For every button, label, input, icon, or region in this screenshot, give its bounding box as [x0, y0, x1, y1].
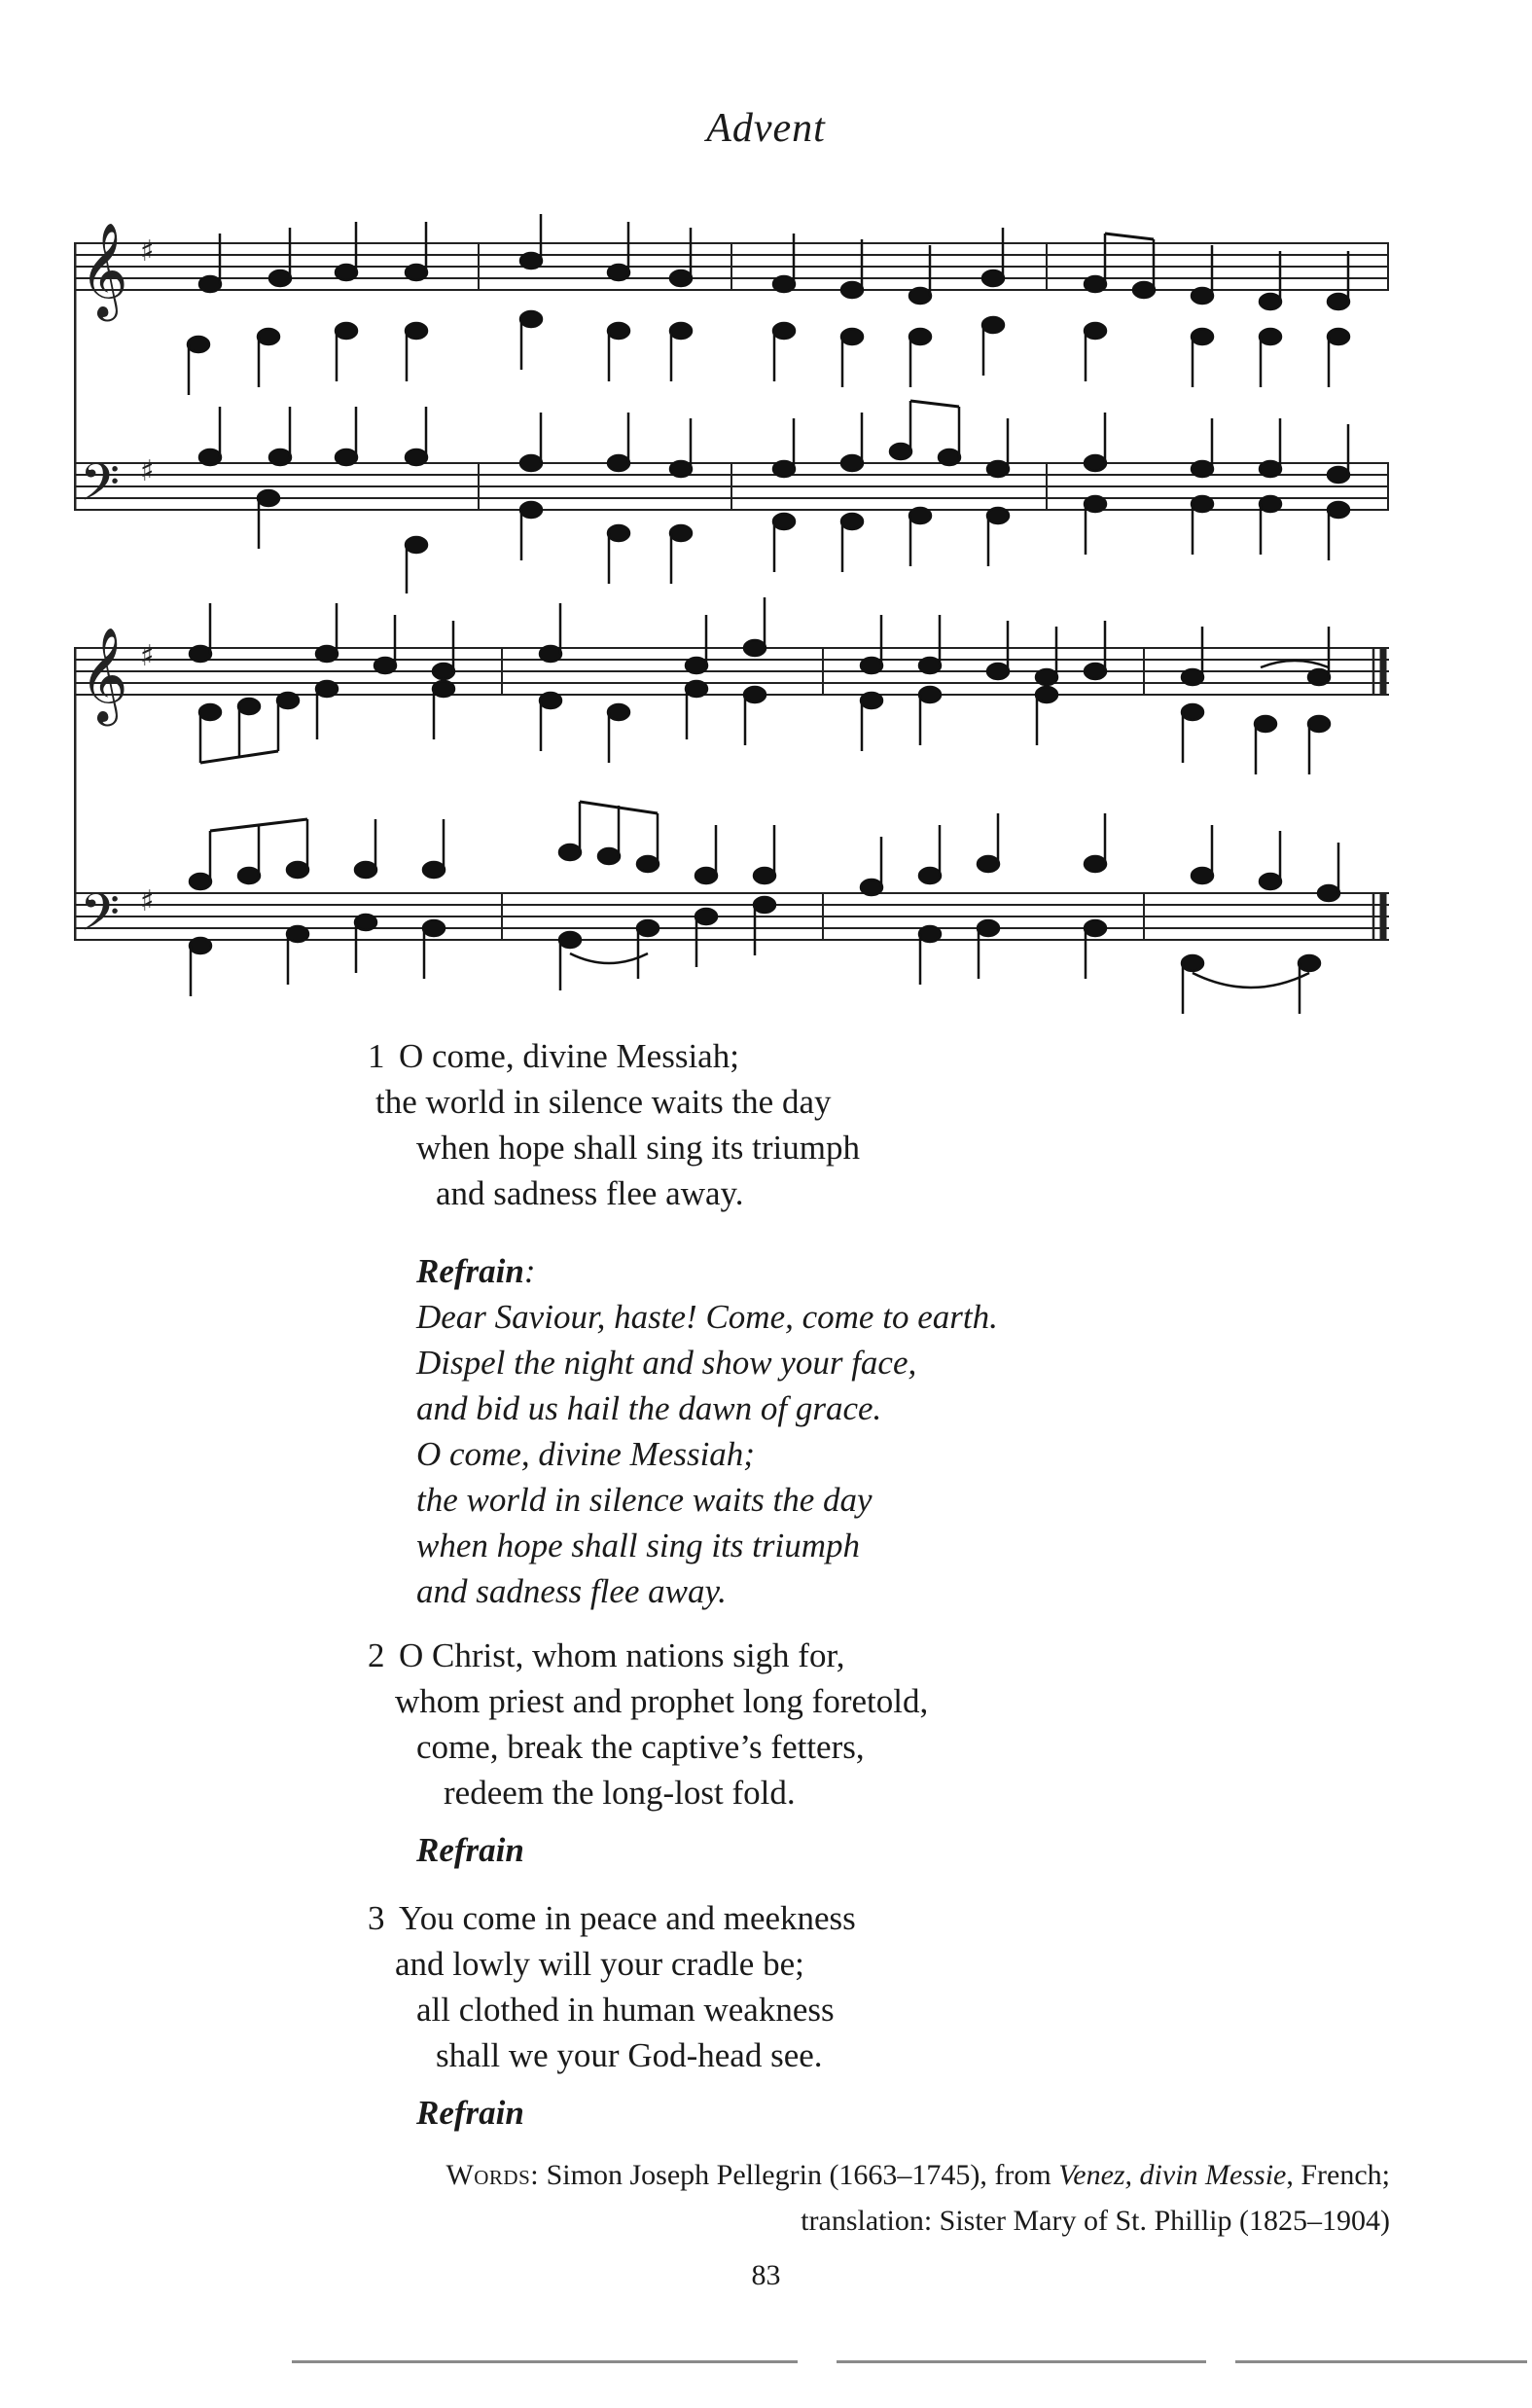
verse-line: the world in silence waits the day [375, 1083, 832, 1121]
refrain-label-colon: : [523, 1252, 536, 1290]
refrain-line: O come, divine Messiah; [416, 1435, 755, 1473]
key-signature-treble-1: ♯ [140, 234, 155, 269]
verse-line: You come in peace and meekness [399, 1899, 856, 1937]
credits-line-1 [445, 2152, 1390, 2198]
music-system-1 [74, 214, 1389, 593]
bottom-rule [837, 2360, 1206, 2363]
music-system-2 [74, 584, 1389, 1022]
treble-clef-2: 𝄞 [80, 627, 128, 722]
refrain-line: when hope shall sing its triumph [416, 1527, 860, 1564]
refrain-line: the world in silence waits the day [416, 1481, 873, 1519]
bottom-rule [1235, 2360, 1527, 2363]
bass-clef-2: 𝄢 [80, 883, 121, 955]
bass-clef-1: 𝄢 [80, 453, 121, 525]
key-signature-bass-1: ♯ [140, 454, 155, 488]
refrain-line: and sadness flee away. [416, 1572, 727, 1610]
refrain-repeat-label: Refrain [416, 2094, 524, 2132]
credits-line-2: translation: Sister Mary of St. Phillip (1825–1904) [801, 2205, 1390, 2237]
bottom-rule [292, 2360, 798, 2363]
verse-number: 1 [368, 1037, 385, 1075]
author: Simon Joseph Pellegrin (1663–1745), from [546, 2159, 1051, 2191]
refrain-line: Dear Saviour, haste! Come, come to earth. [416, 1298, 998, 1336]
refrain-label-text: Refrain [416, 1252, 524, 1290]
verse-line: come, break the captive’s fetters, [416, 1728, 865, 1766]
refrain-line: and bid us hail the dawn of grace. [416, 1389, 882, 1427]
verse-line: O Christ, whom nations sigh for, [399, 1636, 845, 1674]
verse-line: redeem the long-lost fold. [444, 1774, 796, 1812]
section-title: Advent [706, 106, 826, 151]
verse-line: and lowly will your cradle be; [395, 1945, 804, 1983]
score-system-2 [74, 584, 1389, 1022]
score-system-1 [74, 214, 1389, 593]
key-signature-treble-2: ♯ [140, 639, 155, 673]
verse-number: 2 [368, 1636, 385, 1674]
page-number: 83 [751, 2259, 781, 2291]
verse-line: all clothed in human weakness [416, 1991, 835, 2029]
original-title: Venez, divin Messie [1058, 2159, 1287, 2191]
treble-clef-1: 𝄞 [80, 222, 128, 317]
verse-line: when hope shall sing its triumph [416, 1129, 860, 1167]
refrain-repeat-label: Refrain [416, 1831, 524, 1869]
verse-line: O come, divine Messiah; [399, 1037, 739, 1075]
refrain-label [416, 1254, 536, 1288]
verse-line: whom priest and prophet long foretold, [395, 1682, 929, 1720]
words-label: Words: [445, 2159, 540, 2191]
credits [445, 2152, 1390, 2244]
verse-line: and sadness flee away. [436, 1174, 744, 1212]
refrain-line: Dispel the night and show your face, [416, 1344, 917, 1382]
original-language: , French; [1286, 2159, 1390, 2191]
verse-line: shall we your God-head see. [436, 2036, 823, 2074]
key-signature-bass-2: ♯ [140, 884, 155, 918]
verse-number: 3 [368, 1899, 385, 1937]
